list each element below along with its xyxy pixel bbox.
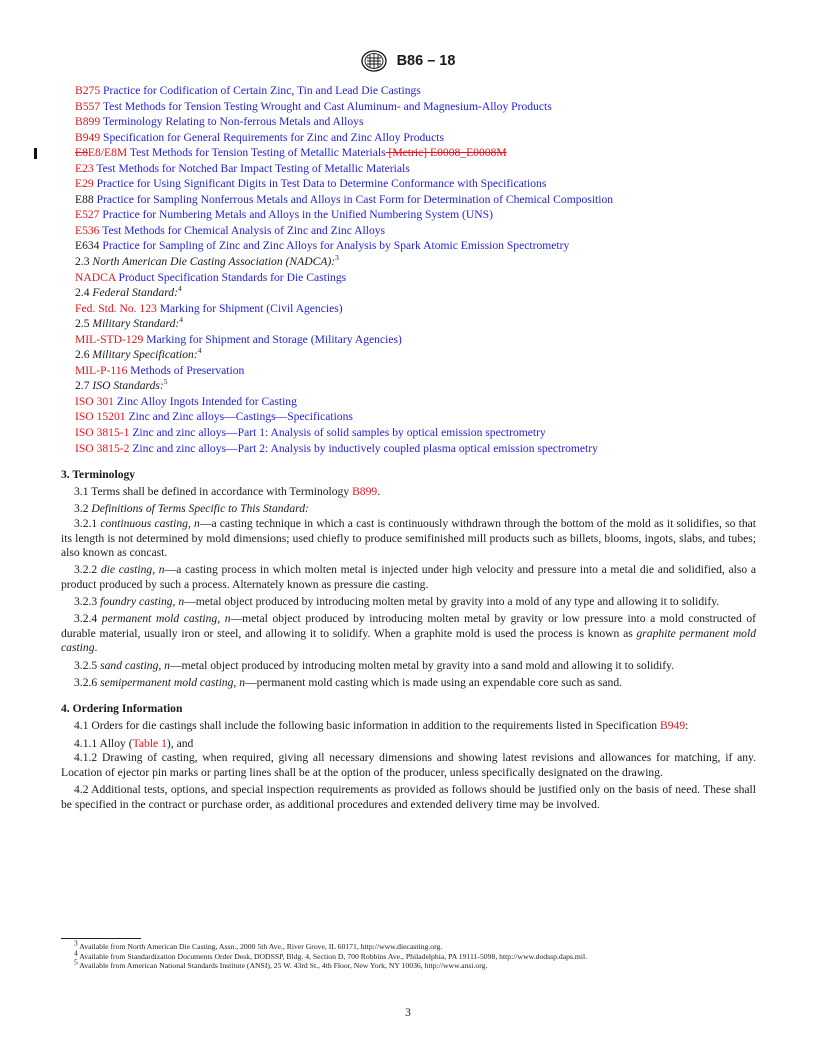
subsection-number: 2.3 — [75, 255, 90, 269]
reference-b275 — [75, 83, 756, 99]
definition-number: 3.2.5 — [74, 658, 101, 672]
reference-code: E634 — [75, 239, 100, 253]
reference-e527 — [75, 207, 756, 223]
paragraph-text: 3.1 Terms shall be defined in accordance with Terminology — [74, 485, 353, 499]
reference-code-link[interactable]: ISO 15201 — [75, 410, 126, 424]
definition-number: 3.2.6 — [74, 675, 101, 689]
definition-3-2-6 — [61, 676, 756, 691]
table-1-link[interactable]: Table 1 — [132, 736, 167, 750]
subsection-2-6 — [75, 347, 756, 363]
reference-title-link[interactable]: Practice for Using Significant Digits in Test Data to Determine Conformance with Specifications — [96, 177, 547, 191]
paragraph-text: 4.1 Orders for die castings shall include the following basic information in addition to the requirements listed in Specification — [74, 719, 660, 733]
reference-code-link[interactable]: ISO 3815-2 — [75, 441, 130, 455]
subsection-2-7 — [75, 378, 756, 394]
reference-iso-15201 — [75, 409, 756, 425]
definition-3-2-2 — [61, 563, 756, 592]
definition-text: —a casting process in which molten metal is injected under high velocity and pressure into a metal die and solidified, also a product produced by such a process. Alternately known as pressure die casting. — [61, 563, 756, 591]
subsection-number: 2.5 — [75, 317, 90, 331]
reference-link-b949[interactable]: B949 — [660, 719, 686, 733]
reference-title-link[interactable]: Methods of Preservation — [130, 363, 245, 377]
definition-text: —a casting technique in which a cast is continuously withdrawn through the bottom of the mold as it solidifies, so that its length is not determined by mold dimensions; used chiefly to produce semifinished mill products such as billets, blooms, ingots, slabs, and tubes; also known as concast. — [61, 516, 756, 560]
footnote-4 — [61, 948, 756, 962]
definition-term: continuous casting, n — [100, 516, 200, 530]
subsection-2-5 — [75, 316, 756, 332]
reference-title-link[interactable]: Test Methods for Notched Bar Impact Testing of Metallic Materials — [96, 161, 410, 175]
reference-title-link[interactable]: Marking for Shipment and Storage (Military Agencies) — [146, 332, 402, 346]
footnote-text: Available from Standardization Documents Order Desk, DODSSP, Bldg. 4, Section D, 700 Robbins Ave., Philadelphia, PA 19111-5098, http://www.dodssp.daps.mil. — [77, 951, 588, 961]
subsection-label: Military Specification: — [92, 348, 198, 362]
footnote-ref[interactable]: 5 — [163, 377, 168, 387]
reference-code-link[interactable]: B557 — [75, 99, 101, 113]
definition-3-2-1 — [61, 517, 756, 561]
reference-title-link[interactable]: Practice for Codification of Certain Zinc, Tin and Lead Die Castings — [103, 84, 421, 97]
subsection-number: 2.4 — [75, 286, 90, 300]
paragraph-4-1-1 — [61, 737, 756, 752]
reference-code-link[interactable]: MIL-P-116 — [75, 363, 128, 377]
reference-b949 — [75, 130, 756, 146]
definition-term: semipermanent mold casting, n — [100, 675, 245, 689]
reference-code-link[interactable]: B275 — [75, 84, 101, 97]
definition-text: —permanent mold casting which is made using an expendable core such as sand. — [245, 675, 623, 689]
footnote-marker: 4 — [74, 948, 78, 958]
paragraph-text: ), and — [166, 736, 194, 750]
reference-code-link[interactable]: E8/E8M — [87, 146, 128, 160]
paragraph-3-1 — [61, 485, 756, 500]
definition-term: die casting, n — [100, 563, 165, 577]
reference-e88 — [75, 192, 756, 208]
reference-b557 — [75, 99, 756, 115]
reference-iso-3815-1 — [75, 425, 756, 441]
footnote-ref[interactable]: 4 — [179, 315, 183, 325]
astm-logo-icon — [361, 50, 387, 72]
reference-fed-std-123 — [75, 301, 756, 317]
subsection-number: 2.7 — [75, 379, 90, 393]
page-body — [61, 83, 756, 815]
page-header — [0, 50, 816, 72]
paragraph-label: Definitions of Terms Specific to This Standard: — [91, 502, 309, 516]
definition-term: foundry casting, n — [100, 595, 185, 609]
paragraph-4-1-2: 4.1.2 Drawing of casting, when required, giving all necessary dimensions and showing latest revisions and allowances for matching, if any. Location of ejector pin marks or parting lines shall be at the option of the producer, unless specifically designated on the drawing. — [61, 751, 756, 779]
reference-title-link[interactable]: Zinc and Zinc alloys—Castings—Specifications — [128, 410, 353, 424]
deleted-text: [Metric] E0008_E0008M — [385, 146, 507, 160]
footnote-5 — [61, 957, 756, 971]
reference-title-link[interactable]: Practice for Sampling Nonferrous Metals and Alloys in Cast Form for Determination of Chemical Composition — [96, 192, 614, 206]
paragraph-3-2 — [61, 502, 756, 517]
reference-b899 — [75, 114, 756, 130]
definition-number: 3.2.1 — [74, 516, 101, 530]
section-heading-terminology: 3. Terminology — [61, 468, 136, 482]
definition-number: 3.2.4 — [74, 612, 102, 626]
paragraph-number: 3.2 — [74, 502, 92, 516]
definition-text: —metal object produced by introducing molten metal by gravity or low pressure into a mold constructed of durable material, usually iron or steel, and allowing it to solidify. When a graphite mold is used the process is known as — [61, 612, 756, 640]
paragraph-text: 4.1.1 Alloy ( — [74, 736, 133, 750]
footnote-ref[interactable]: 4 — [197, 346, 202, 356]
reference-code-link[interactable]: E527 — [75, 208, 100, 222]
paragraph-text: . — [377, 485, 381, 499]
reference-code-link[interactable]: ISO 3815-1 — [75, 426, 130, 440]
reference-code-link[interactable]: E536 — [75, 223, 100, 237]
reference-code-link[interactable]: NADCA — [75, 270, 116, 284]
reference-code-link[interactable]: Fed. Std. No. 123 — [75, 301, 157, 315]
revision-change-bar — [34, 148, 37, 159]
definition-text: —metal object produced by introducing molten metal by gravity into a sand mold and allowing it to solidify. — [169, 658, 675, 672]
reference-title-link[interactable]: Test Methods for Tension Testing Wrought and Cast Aluminum- and Magnesium-Alloy Products — [102, 99, 552, 113]
reference-title-link[interactable]: Practice for Sampling of Zinc and Zinc Alloys for Analysis by Spark Atomic Emission Spectrometry — [102, 239, 570, 253]
subsection-label: Military Standard: — [92, 317, 180, 331]
definition-3-2-5 — [61, 659, 756, 674]
reference-code-link[interactable]: E29 — [75, 177, 94, 191]
footnote-marker: 5 — [74, 957, 78, 967]
paragraph-4-1 — [61, 719, 756, 734]
definition-3-2-4 — [61, 612, 756, 656]
deleted-code-text: E8 — [75, 146, 88, 160]
reference-title-link[interactable]: Zinc and zinc alloys—Part 1: Analysis of solid samples by optical emission spectrometry — [132, 426, 546, 440]
subsection-label: North American Die Casting Association (NADCA): — [92, 255, 336, 269]
definition-number: 3.2.3 — [74, 595, 101, 609]
definition-number: 3.2.2 — [74, 563, 101, 577]
subsection-number: 2.6 — [75, 348, 90, 362]
reference-e634 — [75, 238, 756, 254]
reference-code-link[interactable]: B949 — [75, 130, 101, 144]
subsection-2-3 — [75, 254, 756, 270]
reference-code-link[interactable]: MIL-STD-129 — [75, 332, 144, 346]
paragraph-4-2: 4.2 Additional tests, options, and special inspection requirements as provided as follows should be justified only on the basis of need. These shall be specified in the contract or purchase order, as additional procedures and extended delivery time may be involved. — [61, 782, 756, 811]
reference-iso-3815-2 — [75, 441, 756, 457]
reference-iso-301 — [75, 394, 756, 410]
reference-title-link[interactable]: Test Methods for Tension Testing of Metallic Materials — [129, 146, 386, 160]
footnote-3 — [61, 938, 756, 952]
footnote-text: Available from North American Die Casting, Assn., 2000 5th Ave., River Grove, IL 60171, http://www.diecasting.org. — [77, 942, 443, 951]
subsection-2-4 — [75, 285, 756, 301]
definition-term: sand casting, n — [100, 658, 170, 672]
page-number: 3 — [405, 1006, 411, 1019]
reference-code-link[interactable]: ISO 301 — [75, 394, 114, 408]
reference-title-link[interactable]: Marking for Shipment (Civil Agencies) — [159, 301, 343, 315]
footnote-text: Available from American National Standards Institute (ANSI), 25 W. 43rd St., 4th Floor, New York, NY 10036, http://www.ansi.org. — [77, 961, 488, 971]
reference-nadca — [75, 270, 756, 286]
definition-term: permanent mold casting, n — [101, 612, 231, 626]
reference-title-link[interactable]: Test Methods for Chemical Analysis of Zinc and Zinc Alloys — [102, 223, 386, 237]
reference-title-link[interactable]: Terminology Relating to Non-ferrous Metals and Alloys — [102, 115, 364, 129]
reference-title-link[interactable]: Zinc and zinc alloys—Part 2: Analysis by inductively coupled plasma optical emission spectrometry — [132, 441, 598, 455]
footnote-marker: 3 — [74, 938, 78, 948]
document-designation: B86 – 18 — [396, 53, 456, 69]
reference-link-b899[interactable]: B899 — [352, 485, 378, 499]
reference-title-link[interactable]: Product Specification Standards for Die Castings — [118, 270, 347, 284]
reference-title-link[interactable]: Practice for Numbering Metals and Alloys in the Unified Numbering System (UNS) — [102, 208, 493, 222]
subsection-label: Federal Standard: — [92, 286, 178, 300]
reference-title-link[interactable]: Specification for General Requirements for Zinc and Zinc Alloy Products — [103, 130, 444, 144]
reference-title-link[interactable]: Zinc Alloy Ingots Intended for Casting — [116, 394, 297, 408]
reference-e8-revised — [75, 145, 756, 161]
reference-mil-p-116 — [75, 363, 756, 379]
reference-mil-std-129 — [75, 332, 756, 348]
subsection-label: ISO Standards: — [92, 379, 164, 393]
reference-e29 — [75, 176, 756, 192]
paragraph-text: : — [685, 719, 689, 733]
section-heading-ordering-information: 4. Ordering Information — [61, 702, 183, 716]
definition-italic-text: graphite permanent mold casting — [61, 626, 757, 655]
footnote-ref[interactable]: 4 — [177, 284, 182, 294]
definition-text: . — [94, 641, 98, 655]
definition-text: —metal object produced by introducing molten metal by gravity into a mold of any type and allowing it to solidify. — [184, 595, 720, 609]
footnotes — [61, 938, 756, 971]
reference-e23 — [75, 161, 756, 177]
footnote-ref[interactable]: 3 — [335, 253, 339, 263]
reference-code: E88 — [75, 192, 94, 206]
reference-code-link[interactable]: E23 — [75, 161, 94, 175]
reference-e536 — [75, 223, 756, 239]
footnote-divider — [61, 938, 141, 939]
reference-code-link[interactable]: B899 — [75, 115, 101, 129]
definition-3-2-3 — [61, 595, 756, 610]
